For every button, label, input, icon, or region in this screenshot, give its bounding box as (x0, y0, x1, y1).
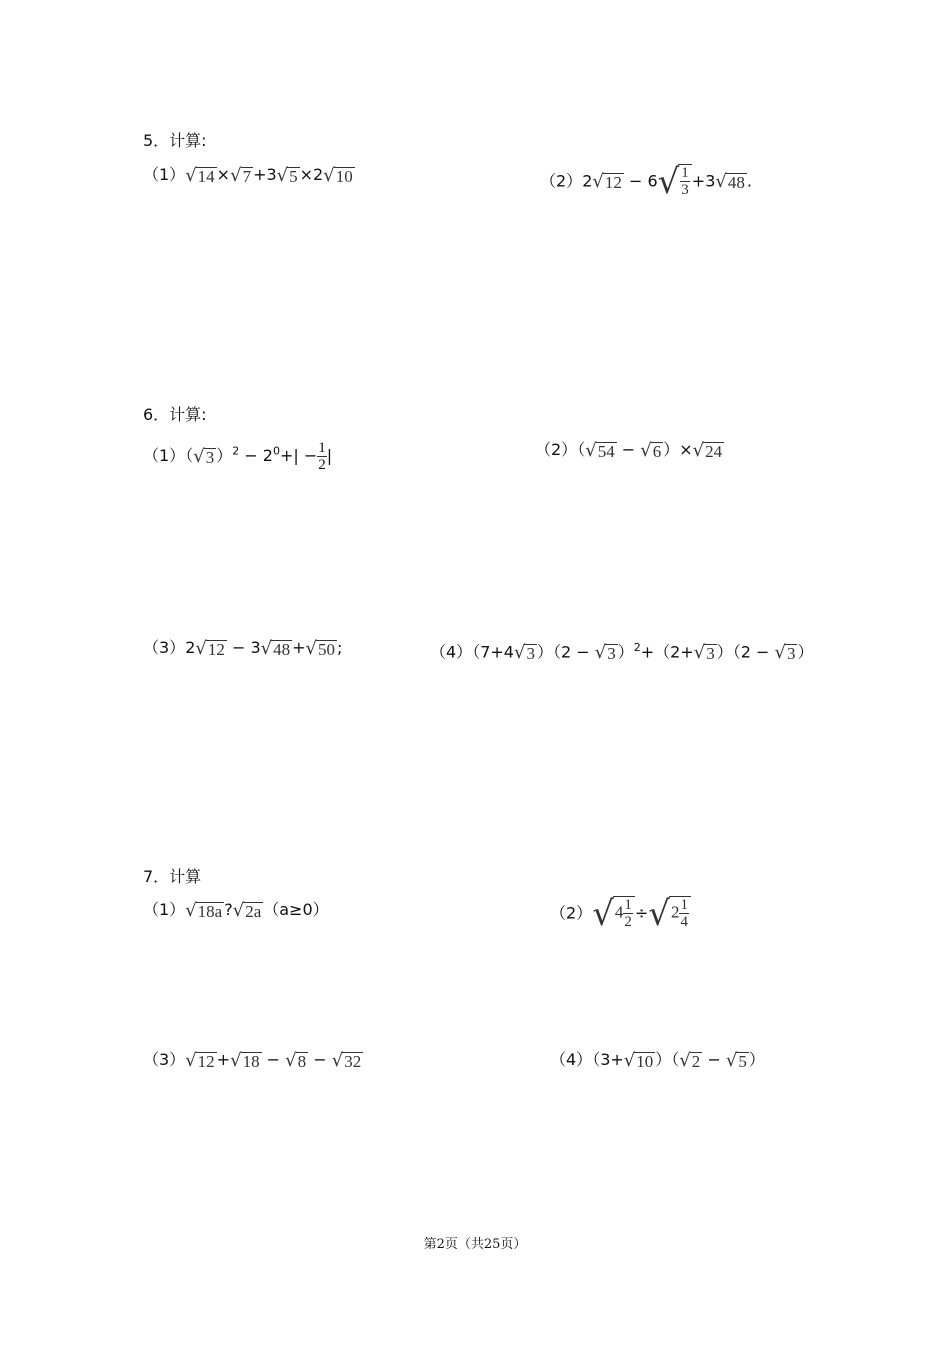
problem-label: （2） (550, 903, 593, 923)
q6-problem-3: （3）2√12 − 3√48 +√50 ; (143, 637, 343, 659)
radical: √10 (323, 164, 353, 186)
radical: √5 (276, 164, 298, 186)
q6-problem-4: （4）（7+4√3 ）（2 − √3 ）$^2$+（2+√3 ）（2 − √3 ） (430, 641, 814, 663)
q6-problem-1: （1）（√3 ）$^2 - 2^0+|$ − $\frac{1}{2}$ | (143, 440, 333, 473)
radical: √8 (285, 1049, 307, 1071)
radical: √48 (715, 171, 745, 192)
radical: √3 (594, 641, 616, 663)
problem-label: （2） (535, 440, 578, 459)
problem-label: （1） (143, 165, 186, 184)
problem-label: （3） (143, 638, 186, 657)
question-7-heading: 7．计算 (143, 867, 202, 886)
problem-label: （4） (430, 642, 473, 662)
radical: √ $\frac{1}{3}$ (658, 160, 692, 204)
problem-label: （1） (143, 446, 186, 465)
radical: √3 (693, 641, 715, 663)
radical: √48 (260, 637, 291, 659)
radical: √12 (195, 637, 225, 659)
radical: √54 (585, 439, 615, 461)
radical: √5 (725, 1049, 747, 1071)
q7-problem-1: （1）√18a ?√2a （a≥0） (143, 899, 329, 921)
radical: √2 (679, 1049, 701, 1071)
question-6-heading: 6．计算: (143, 405, 207, 424)
radical: √3 (193, 445, 215, 467)
radical: √4 $\frac{1}{2}$ (592, 892, 635, 936)
radical: √50 (305, 637, 335, 659)
fraction: $\frac{1}{2}$ (318, 440, 326, 473)
radical: √3 (774, 641, 796, 663)
radical: √6 (640, 439, 662, 461)
radical: √2 $\frac{1}{4}$ (648, 892, 691, 936)
q7-problem-3: （3）√12 +√18 − √8 − √32 (143, 1049, 362, 1071)
radical: √12 (592, 171, 622, 192)
page-footer: 第2页（共25页） (423, 1237, 527, 1252)
radical: √14 (185, 164, 215, 186)
question-5-heading: 5．计算: (143, 131, 207, 150)
problem-label: （2） (540, 171, 583, 191)
problem-label: （4） (550, 1050, 593, 1069)
radical: √18 (230, 1049, 260, 1071)
radical: √3 (513, 641, 535, 663)
radical: √12 (185, 1049, 215, 1071)
radical: √32 (331, 1049, 362, 1071)
problem-label: （1） (143, 900, 186, 919)
radical: √7 (230, 164, 252, 186)
radical: √2a (232, 899, 262, 921)
radical: √18a (185, 899, 223, 921)
radical: √24 (692, 439, 723, 461)
radical: √10 (623, 1049, 654, 1071)
q7-problem-2: （2）√4 $\frac{1}{2}$ ÷√2 $\frac{1}{4}$ (550, 892, 691, 936)
q7-problem-4: （4）（3+√10 ）（√2 − √5 ） (550, 1049, 765, 1071)
problem-label: （3） (143, 1050, 186, 1069)
q6-problem-2: （2）（√54 − √6 ）×√24 (535, 439, 723, 461)
q5-problem-1: （1）√14 ×√7 +3√5 ×2√10 (143, 164, 353, 186)
condition: （a≥0） (263, 900, 329, 919)
q5-problem-2: （2）2√12 − 6√ $\frac{1}{3}$ +3√48 . (540, 162, 752, 202)
